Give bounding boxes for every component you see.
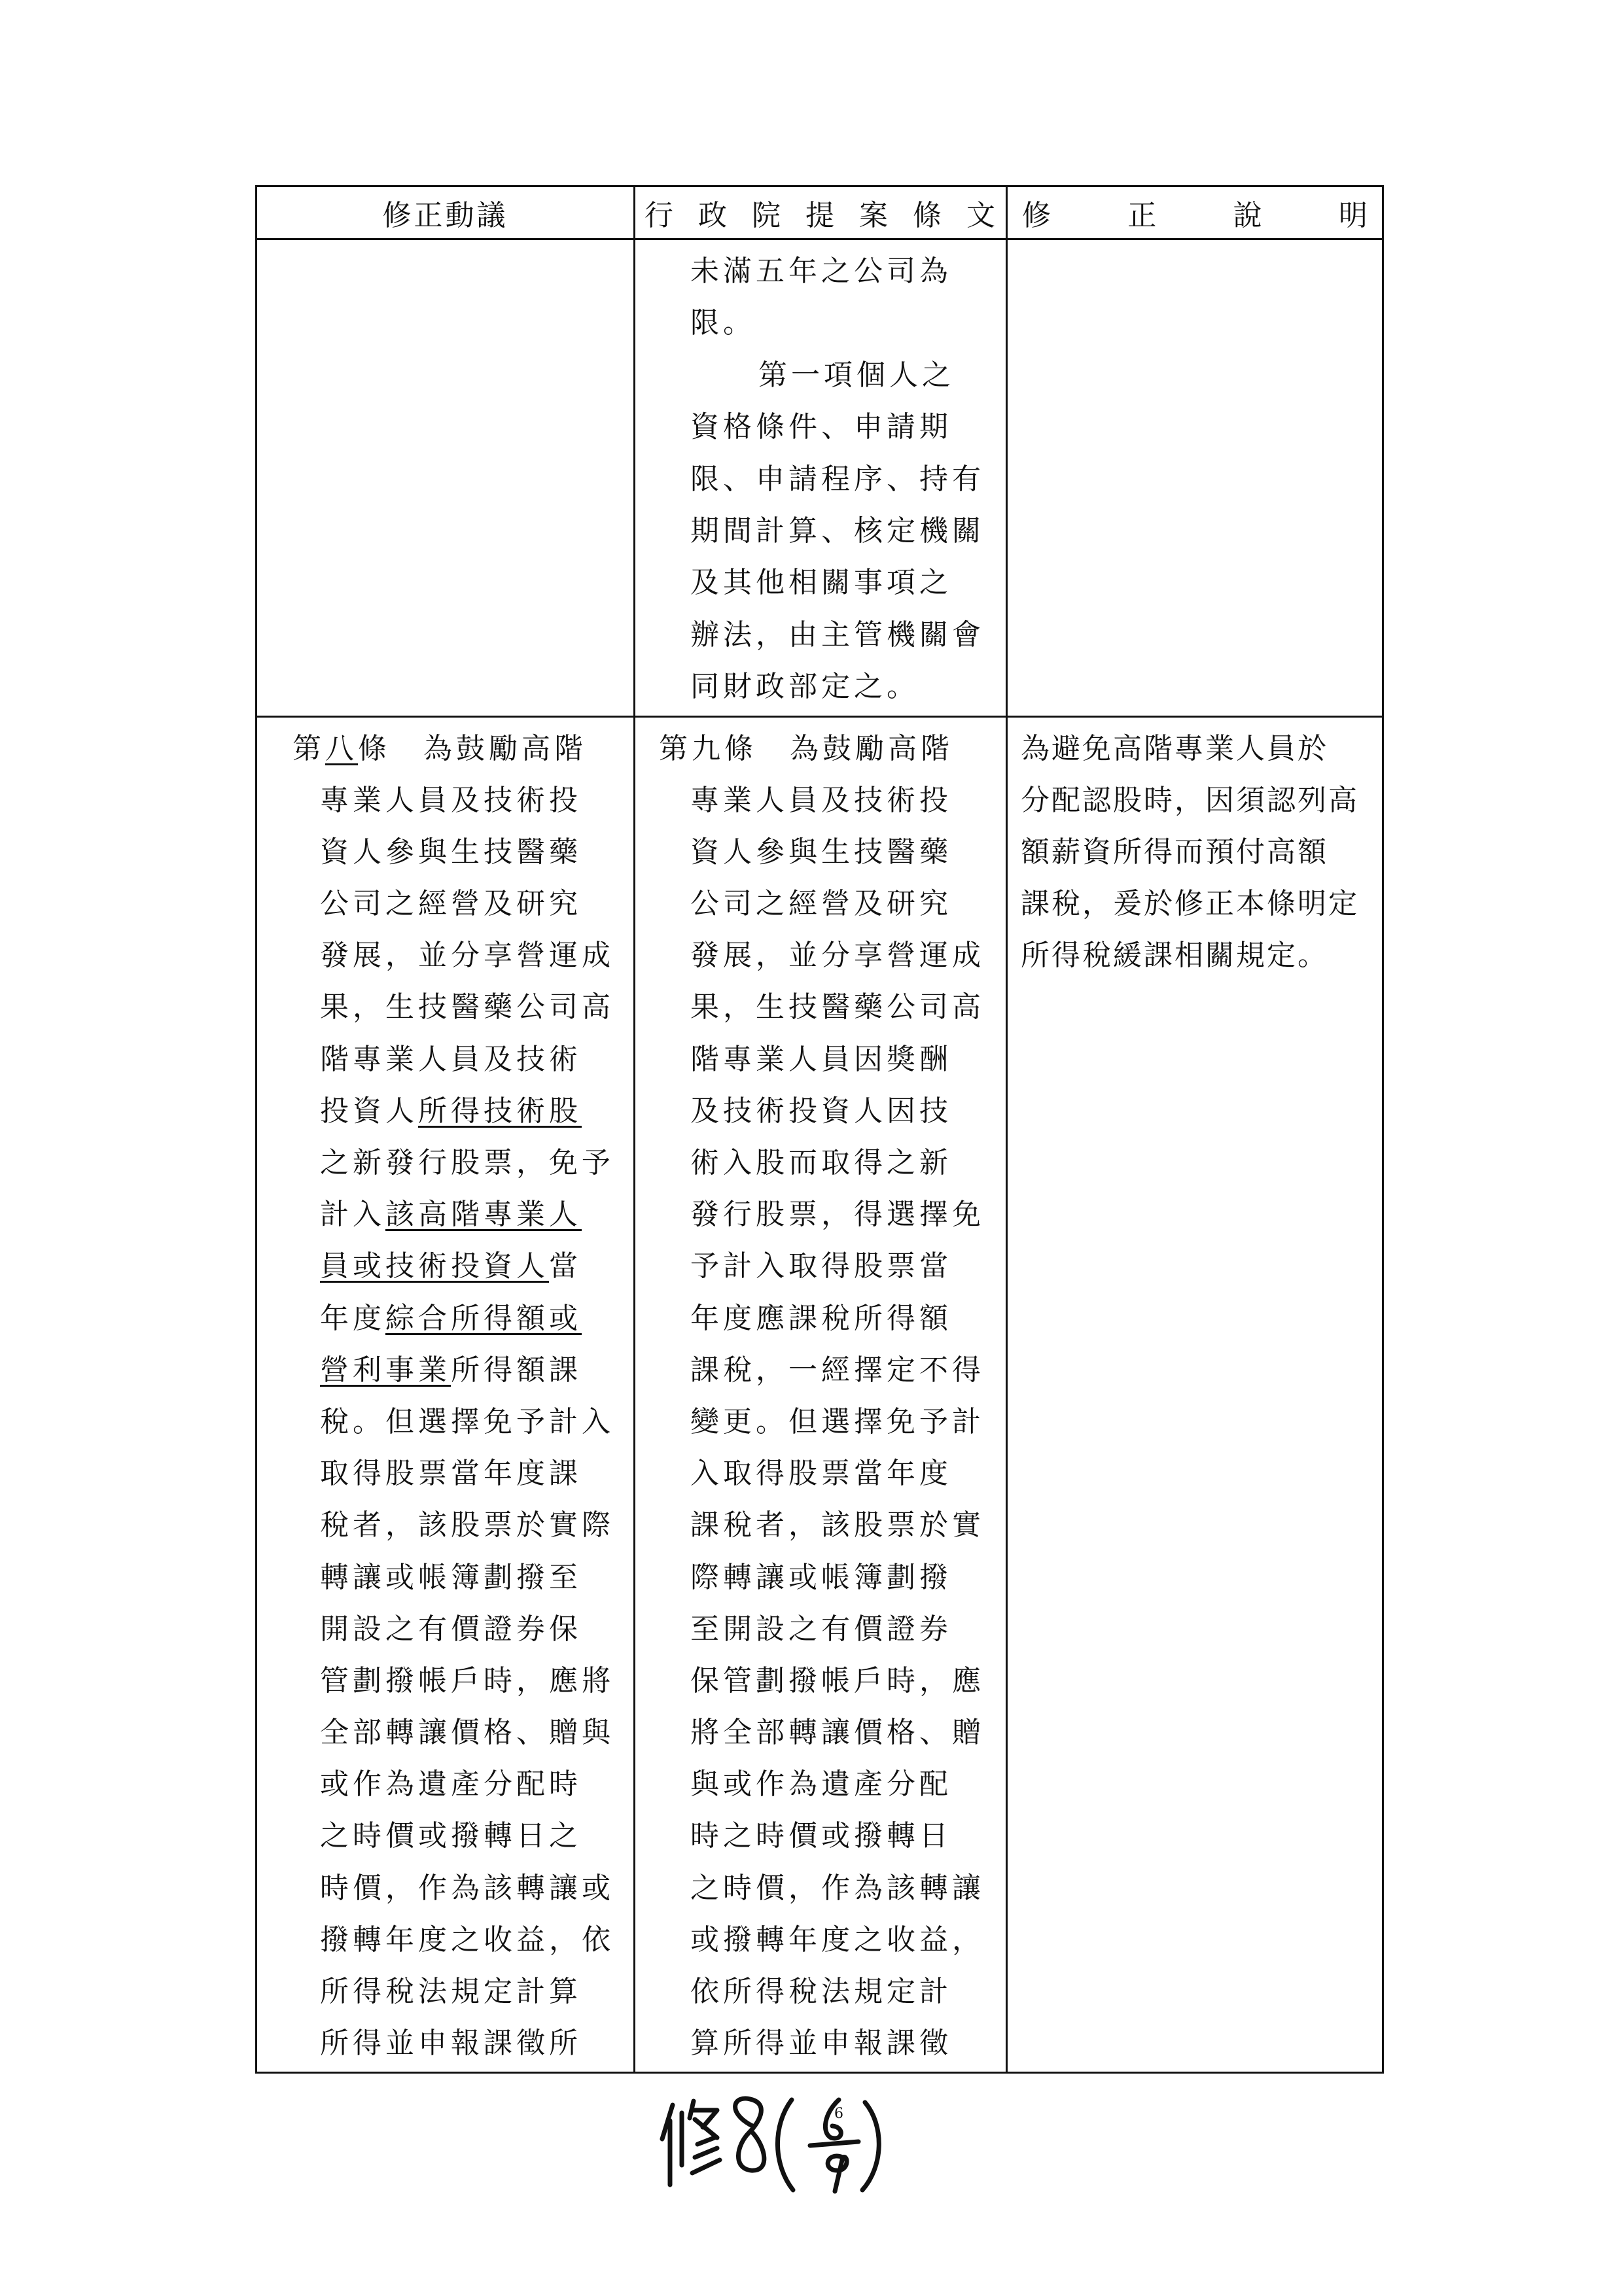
bill-line: 與或作為遺產分配 (690, 1767, 952, 1801)
motion-line (257, 1862, 633, 1914)
motion-text: 稅。但選擇免予計入 (320, 1404, 614, 1438)
motion-line (257, 1603, 633, 1655)
motion-text: 取得股票當年度課 (320, 1457, 582, 1491)
bill-line: 發展，並分享營運成 (690, 939, 985, 973)
amended-text: 所得技術股 (418, 1094, 582, 1128)
motion-text: 時價，作為該轉讓或 (320, 1871, 614, 1905)
table-header-row (256, 186, 1383, 239)
amended-text: 八 (325, 731, 358, 765)
motion-text: 稅者，該股票於實際 (320, 1508, 614, 1542)
motion-text: 轉讓或帳簿劃撥至 (320, 1560, 582, 1594)
motion-line (257, 1448, 633, 1499)
handwritten-page-mark (654, 2087, 903, 2198)
motion-line (257, 1655, 633, 1707)
bill-line: 果，生技醫藥公司高 (690, 990, 985, 1024)
motion-text: 所得並申報課徵所 (320, 2026, 582, 2061)
bill-line: 公司之經營及研究 (690, 887, 952, 921)
motion-line (257, 1240, 633, 1292)
motion-text: 當 (549, 1249, 582, 1283)
bill-line: 至開設之有價證券 (690, 1612, 952, 1646)
motion-text: 公司之經營及研究 (320, 887, 582, 921)
motion-line (257, 1396, 633, 1448)
motion-text: 全部轉讓價格、贈與 (320, 1716, 614, 1750)
bill-line: 時之時價或撥轉日 (690, 1819, 952, 1853)
row2-motion-cell (256, 716, 635, 2073)
bill-line: 未滿五年之公司為 (690, 254, 952, 288)
bill-line: 年度應課稅所得額 (690, 1301, 952, 1335)
bill-line: 予計入取得股票當 (690, 1249, 952, 1283)
bill-line: 術入股而取得之新 (690, 1146, 952, 1180)
amended-text: 該高階專業人 (385, 1198, 582, 1232)
explanation-line: 所得稅緩課相關規定。 (1021, 939, 1328, 973)
row2-bill-cell (635, 716, 1007, 2073)
motion-text: 階專業人員及技術 (320, 1042, 582, 1076)
motion-line (257, 723, 633, 774)
amended-text: 員或技術投資人 (320, 1249, 549, 1283)
bill-line: 將全部轉讓價格、贈 (690, 1716, 985, 1750)
explanation-line: 額薪資所得而預付高額 (1021, 835, 1328, 869)
motion-line (257, 774, 633, 826)
bill-line: 專業人員及技術投 (690, 783, 952, 817)
bill-line: 第九條 為鼓勵高階 (659, 731, 953, 765)
motion-text: 或作為遺產分配時 (320, 1767, 582, 1801)
motion-text: 果，生技醫藥公司高 (320, 990, 614, 1024)
motion-line (257, 1085, 633, 1137)
motion-text: 計入 (320, 1198, 385, 1232)
bill-line: 變更。但選擇免予計 (690, 1404, 985, 1438)
motion-text: 專業人員及技術投 (320, 783, 582, 817)
motion-line (257, 826, 633, 878)
bill-line: 限。 (690, 306, 756, 340)
motion-line (257, 1034, 633, 1085)
bill-line: 資人參與生技醫藥 (690, 835, 952, 869)
header-motion: 修正動議 (256, 186, 635, 239)
explanation-line: 為避免高階專業人員於 (1021, 731, 1328, 765)
bill-line: 之時價，作為該轉讓 (690, 1871, 985, 1905)
bill-line: 資格條件、申請期 (690, 410, 952, 444)
motion-text: 年度 (320, 1301, 385, 1335)
motion-text: 資人參與生技醫藥 (320, 835, 582, 869)
motion-text: 管劃撥帳戶時，應將 (320, 1663, 614, 1697)
motion-text: 投資人 (320, 1094, 418, 1128)
table-row (256, 239, 1383, 717)
motion-line (257, 1499, 633, 1551)
explanation-line: 分配認股時，因須認列高 (1021, 783, 1359, 817)
motion-line (257, 1707, 633, 1758)
bill-line: 課稅者，該股票於實 (690, 1508, 985, 1542)
motion-line (257, 1137, 633, 1189)
table-row (256, 716, 1383, 2073)
amended-text: 營利事業 (320, 1353, 451, 1387)
motion-line (257, 981, 633, 1033)
motion-line (257, 1293, 633, 1344)
motion-text: 開設之有價證券保 (320, 1612, 582, 1646)
motion-line (257, 1966, 633, 2017)
motion-text: 所得稅法規定計算 (320, 1975, 582, 2009)
motion-line (257, 2017, 633, 2069)
header-bill: 行政院提案條文 (635, 186, 1007, 239)
bill-line: 第一項個人之 (758, 358, 955, 392)
row1-note-cell (1007, 239, 1383, 717)
motion-text: 第 (292, 731, 325, 765)
motion-text: 之時價或撥轉日之 (320, 1819, 582, 1853)
motion-line (257, 930, 633, 981)
amended-text: 綜合所得額或 (385, 1301, 582, 1335)
bill-line: 入取得股票當年度 (690, 1457, 952, 1491)
bill-line: 發行股票，得選擇免 (690, 1198, 985, 1232)
row1-motion-cell (256, 239, 635, 717)
bill-line: 同財政部定之。 (690, 670, 919, 704)
motion-line (257, 1552, 633, 1603)
page-number: 6 (834, 2106, 843, 2122)
bill-line: 期間計算、核定機關 (690, 513, 985, 548)
bill-line: 依所得稅法規定計 (690, 1975, 952, 2009)
motion-text: 之新發行股票，免予 (320, 1146, 614, 1180)
bill-line: 際轉讓或帳簿劃撥 (690, 1560, 952, 1594)
motion-text: 撥轉年度之收益，依 (320, 1922, 614, 1957)
bill-line: 階專業人員因獎酬 (690, 1042, 952, 1076)
motion-text: 所得額課 (451, 1353, 582, 1387)
motion-line (257, 1914, 633, 1966)
bill-line: 算所得並申報課徵 (690, 2026, 952, 2061)
motion-line (257, 1810, 633, 1862)
bill-line: 及技術投資人因技 (690, 1094, 952, 1128)
motion-line (257, 1758, 633, 1810)
motion-line (257, 1189, 633, 1240)
comparison-table (255, 185, 1384, 2074)
bill-line: 辦法，由主管機關會 (690, 617, 985, 652)
bill-line: 保管劃撥帳戶時，應 (690, 1663, 985, 1697)
motion-line (257, 878, 633, 930)
row1-bill-cell (635, 239, 1007, 717)
header-explanation: 修正說明 (1007, 186, 1383, 239)
explanation-line: 課稅，爰於修正本條明定 (1021, 887, 1359, 921)
bill-line: 限、申請程序、持有 (690, 462, 985, 496)
row2-note-cell (1007, 716, 1383, 2073)
bill-line: 或撥轉年度之收益， (690, 1922, 985, 1957)
motion-line (257, 1344, 633, 1396)
motion-text: 條 為鼓勵高階 (358, 731, 587, 765)
bill-line: 及其他相關事項之 (690, 566, 952, 600)
motion-text: 發展，並分享營運成 (320, 939, 614, 973)
bill-line: 課稅，一經擇定不得 (690, 1353, 985, 1387)
